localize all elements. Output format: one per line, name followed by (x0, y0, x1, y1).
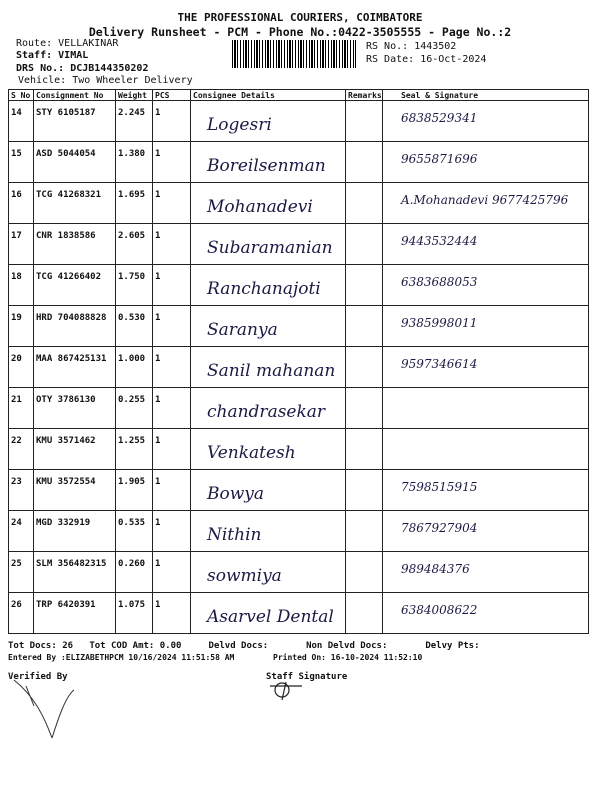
row-signature: 6838529341 (401, 111, 478, 125)
row-remarks (346, 388, 383, 429)
row-remarks (346, 265, 383, 306)
row-sno: 25 (11, 559, 22, 569)
row-consignee-name: Venkatesh (207, 443, 296, 463)
row-remarks (346, 593, 383, 634)
row-sno: 22 (11, 436, 22, 446)
row-consignee-name: Sanil mahanan (207, 361, 336, 381)
row-pcs: 1 (155, 436, 161, 446)
row-sno: 23 (11, 477, 22, 487)
row-consignment-no: TCG 41266402 (36, 272, 102, 282)
barcode-image (232, 40, 356, 68)
row-weight: 2.605 (118, 231, 146, 241)
row-weight: 0.535 (118, 518, 146, 528)
row-pcs: 1 (155, 313, 161, 323)
table-row (9, 429, 589, 470)
runsheet-table (8, 89, 589, 634)
route-line: Route: VELLAKINAR (16, 38, 119, 49)
row-consignee-name: Bowya (207, 484, 265, 504)
row-consignee-name: Mohanadevi (207, 197, 313, 217)
row-consignment-no: HRD 704088828 (36, 313, 107, 323)
row-remarks (346, 306, 383, 347)
rs-no-line: RS No.: 1443502 (366, 41, 457, 52)
row-consignment-no: OTY 3786130 (36, 395, 96, 405)
verifier-signature-mark (4, 676, 94, 748)
row-pcs: 1 (155, 149, 161, 159)
row-pcs: 1 (155, 518, 161, 528)
row-pcs: 1 (155, 272, 161, 282)
row-remarks (346, 470, 383, 511)
row-pcs: 1 (155, 108, 161, 118)
row-weight: 1.075 (118, 600, 146, 610)
row-pcs: 1 (155, 477, 161, 487)
row-signature: 989484376 (401, 562, 470, 576)
row-weight: 0.530 (118, 313, 146, 323)
row-consignment-no: TCG 41268321 (36, 190, 102, 200)
company-title: THE PROFESSIONAL COURIERS, COIMBATORE (177, 11, 423, 24)
table-row (9, 388, 589, 429)
row-consignee-name: Nithin (207, 525, 262, 545)
rs-date-line: RS Date: 16-Oct-2024 (366, 54, 487, 65)
table-row (9, 142, 589, 183)
row-weight: 1.255 (118, 436, 146, 446)
row-consignment-no: ASD 5044054 (36, 149, 96, 159)
verified-by-label: Verified By (8, 672, 68, 682)
row-sno: 16 (11, 190, 22, 200)
row-weight: 2.245 (118, 108, 146, 118)
entered-by: Entered By :ELIZABETHPCM 10/16/2024 11:51:58 AM (8, 653, 235, 662)
staff-signature-label: Staff Signature (266, 672, 348, 682)
row-consignee-name: Subaramanian (207, 238, 333, 258)
staff-line: Staff: VIMAL (16, 50, 89, 61)
row-sno: 18 (11, 272, 22, 282)
col-sno: S No (9, 90, 34, 101)
staff-value: VIMAL (58, 50, 89, 61)
row-consignee-name: Asarvel Dental (207, 607, 334, 627)
row-remarks (346, 511, 383, 552)
row-consignee-name: chandrasekar (207, 402, 326, 422)
row-signature (383, 429, 588, 439)
staff-signature-mark (262, 676, 322, 706)
col-pcs: PCS (153, 90, 191, 101)
rs-no-value: 1443502 (414, 41, 457, 52)
row-signature: 9443532444 (401, 234, 478, 248)
col-weight: Weight (116, 90, 153, 101)
route-value: VELLAKINAR (58, 38, 119, 49)
row-signature: 6383688053 (401, 275, 478, 289)
row-weight: 1.905 (118, 477, 146, 487)
table-row (9, 224, 589, 265)
col-consignment: Consignment No (34, 90, 116, 101)
row-weight: 1.695 (118, 190, 146, 200)
table-row (9, 101, 589, 142)
row-consignee-name: Boreilsenman (207, 156, 326, 176)
row-weight: 0.255 (118, 395, 146, 405)
row-signature: 9655871696 (401, 152, 478, 166)
vehicle-value: Two Wheeler Delivery (72, 75, 193, 86)
row-consignment-no: KMU 3572554 (36, 477, 96, 487)
row-sno: 21 (11, 395, 22, 405)
row-remarks (346, 101, 383, 142)
row-consignment-no: SLM 356482315 (36, 559, 107, 569)
row-sno: 17 (11, 231, 22, 241)
row-pcs: 1 (155, 354, 161, 364)
table-row (9, 593, 589, 634)
row-sno: 26 (11, 600, 22, 610)
row-remarks (346, 347, 383, 388)
table-header-row (9, 90, 589, 101)
drs-value: DCJB144350202 (70, 63, 149, 74)
row-weight: 0.260 (118, 559, 146, 569)
row-signature: 9597346614 (401, 357, 478, 371)
row-consignee-name: Saranya (207, 320, 278, 340)
row-sno: 19 (11, 313, 22, 323)
col-consignee: Consignee Details (191, 90, 346, 101)
printed-on: Printed On: 16-10-2024 11:52:10 (273, 653, 423, 662)
row-consignment-no: STY 6105187 (36, 108, 96, 118)
row-sno: 20 (11, 354, 22, 364)
row-signature: 9385998011 (401, 316, 478, 330)
row-signature (383, 388, 588, 398)
totals-line: Tot Docs: 26 Tot COD Amt: 0.00 Delvd Docs: Non Delvd Docs: Delvy Pts: (8, 641, 480, 651)
row-pcs: 1 (155, 600, 161, 610)
row-signature: A.Mohanadevi 9677425796 (401, 193, 569, 207)
row-consignment-no: MAA 867425131 (36, 354, 107, 364)
row-pcs: 1 (155, 395, 161, 405)
row-signature: 7867927904 (401, 521, 478, 535)
row-sno: 24 (11, 518, 22, 528)
row-weight: 1.380 (118, 149, 146, 159)
vehicle-line: Vehicle: Two Wheeler Delivery (18, 75, 193, 86)
row-sno: 15 (11, 149, 22, 159)
row-remarks (346, 552, 383, 593)
row-remarks (346, 224, 383, 265)
row-remarks (346, 183, 383, 224)
tot-cod-value: 0.00 (159, 641, 182, 651)
row-pcs: 1 (155, 231, 161, 241)
row-pcs: 1 (155, 559, 161, 569)
row-consignment-no: KMU 3571462 (36, 436, 96, 446)
row-weight: 1.000 (118, 354, 146, 364)
table-row (9, 511, 589, 552)
row-consignment-no: MGD 332919 (36, 518, 91, 528)
row-sno: 14 (11, 108, 22, 118)
table-row (9, 265, 589, 306)
row-remarks (346, 142, 383, 183)
row-pcs: 1 (155, 190, 161, 200)
col-signature: Seal & Signature (383, 90, 589, 101)
table-row (9, 470, 589, 511)
table-row (9, 306, 589, 347)
row-consignment-no: TRP 6420391 (36, 600, 96, 610)
tot-docs-value: 26 (62, 641, 74, 651)
row-consignee-name: sowmiya (207, 566, 282, 586)
col-remarks: Remarks (346, 90, 383, 101)
row-signature: 7598515915 (401, 480, 478, 494)
row-consignee-name: Ranchanajoti (207, 279, 321, 299)
table-row (9, 347, 589, 388)
table-row (9, 552, 589, 593)
drs-line: DRS No.: DCJB144350202 (16, 63, 149, 74)
rs-date-value: 16-Oct-2024 (420, 54, 487, 65)
runsheet-subtitle: Delivery Runsheet - PCM - Phone No.:0422-3505555 - Page No.:2 (88, 25, 512, 39)
row-signature: 6384008622 (401, 603, 478, 617)
row-weight: 1.750 (118, 272, 146, 282)
table-row (9, 183, 589, 224)
row-consignee-name: Logesri (207, 115, 272, 135)
row-consignment-no: CNR 1838586 (36, 231, 96, 241)
row-remarks (346, 429, 383, 470)
